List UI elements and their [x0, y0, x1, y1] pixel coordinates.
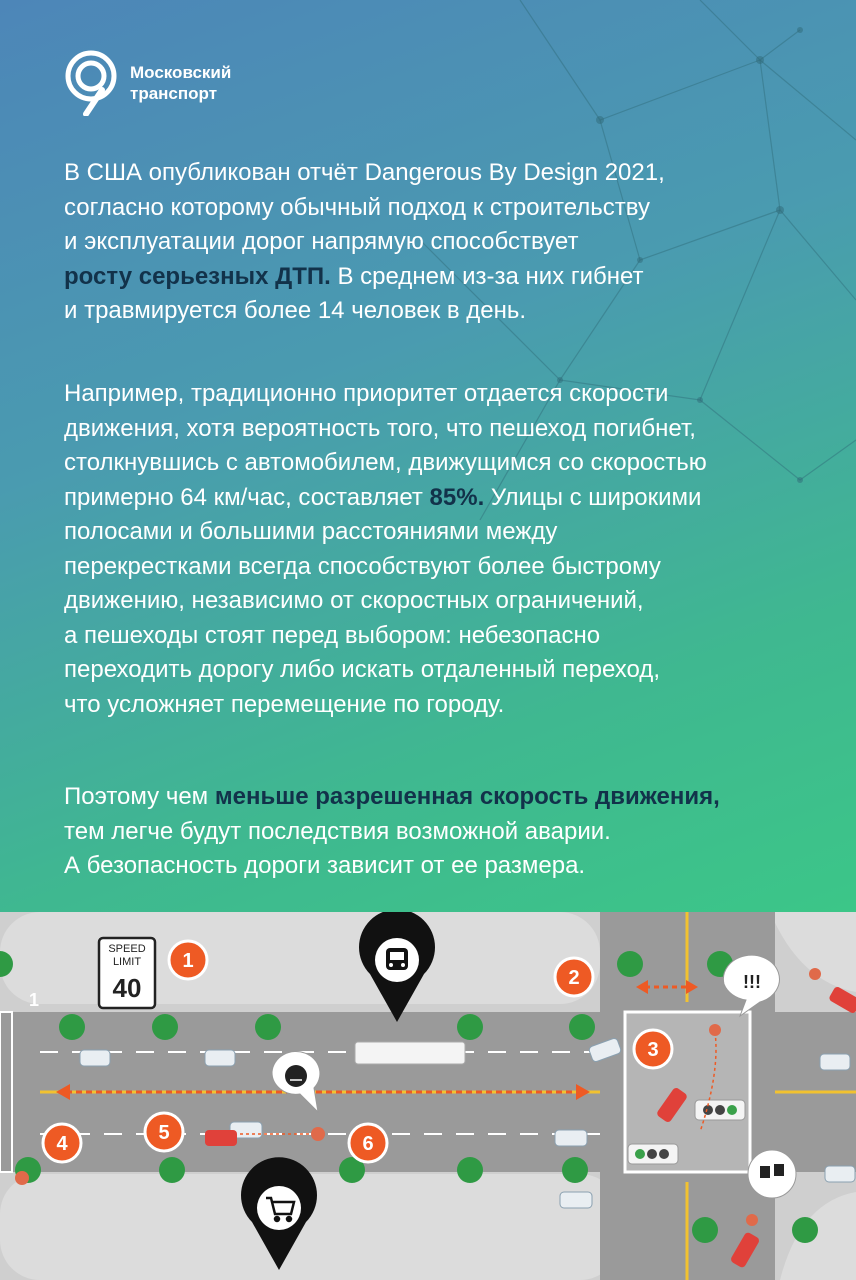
svg-text:5: 5: [158, 1122, 170, 1144]
street-map: [0, 912, 856, 1280]
paragraph-3: [64, 780, 720, 884]
sad-face-icon: [285, 1065, 307, 1087]
marker-2: [555, 958, 593, 996]
traffic-light-top: [695, 1100, 745, 1120]
marker-6: [349, 1124, 387, 1162]
traffic-light-bottom: [628, 1144, 678, 1164]
paragraph-1-text-end: В среднем из-за них гибнет и травмируется более 14 человек в день.: [64, 262, 644, 324]
marker-3: [634, 1030, 672, 1068]
svg-text:4: 4: [56, 1133, 68, 1155]
paragraph-1-text: В США опубликован отчёт Dangerous By Design 2021, согласно которому обычный подход к строительству и эксплуатации дорог напрямую способствует: [64, 159, 665, 255]
paragraph-1: [64, 156, 665, 329]
bus: [355, 1042, 465, 1064]
sign-value: 40: [112, 973, 142, 1003]
paragraph-2-text-end: Улицы с широкими полосами и большими расстояниями между перекрестками всегда способствуют более быстрому движению, независимо от скоростных ограничений, а пешеходы стоят перед выбором: небезопасно переходить дорогу либо искать отдаленный переход, что усложняет перемещение по городу.: [64, 483, 702, 718]
svg-text:2: 2: [568, 967, 580, 989]
paragraph-2-text: Например, традиционно приоритет отдается скорости движения, хотя вероятность того, что пешеход погибнет, столкнувшись с автомобилем, движущимся со скоростью примерно 64 км/час, составляет: [64, 380, 707, 511]
paragraph-2-highlight: 85%.: [429, 483, 485, 511]
exclaim-text: !!!: [743, 972, 761, 992]
logo-line2: транспорт: [130, 84, 218, 103]
logo-text: [130, 62, 231, 104]
speed-limit-sign: [99, 938, 155, 1008]
logo: [62, 50, 231, 116]
moscow-transport-logo-icon: [62, 50, 120, 116]
page-number: 1: [28, 990, 40, 1010]
svg-text:6: 6: [362, 1133, 374, 1155]
thumbs-down-bubble: [748, 1150, 796, 1198]
logo-line1: Московский: [130, 63, 232, 82]
svg-text:3: 3: [647, 1039, 659, 1061]
paragraph-1-highlight: росту серьезных ДТП.: [64, 262, 331, 290]
sign-line2: LIMIT: [112, 956, 142, 968]
thumbs-down-icon: [760, 1166, 770, 1178]
street-illustration: [0, 912, 856, 1280]
marker-5: [145, 1113, 183, 1151]
marker-1: [169, 941, 207, 979]
svg-text:1: 1: [182, 950, 194, 972]
marker-4: [43, 1124, 81, 1162]
paragraph-3-text: Поэтому чем: [64, 783, 215, 810]
bus-stop-icon: [386, 948, 408, 970]
paragraph-3-highlight: меньше разрешенная скорость движения,: [214, 783, 720, 810]
sign-line1: SPEED: [108, 943, 146, 955]
paragraph-2: [64, 377, 707, 722]
paragraph-3-text-end: тем легче будут последствия возможной аварии. А безопасность дороги зависит от ее размера.: [64, 817, 611, 879]
